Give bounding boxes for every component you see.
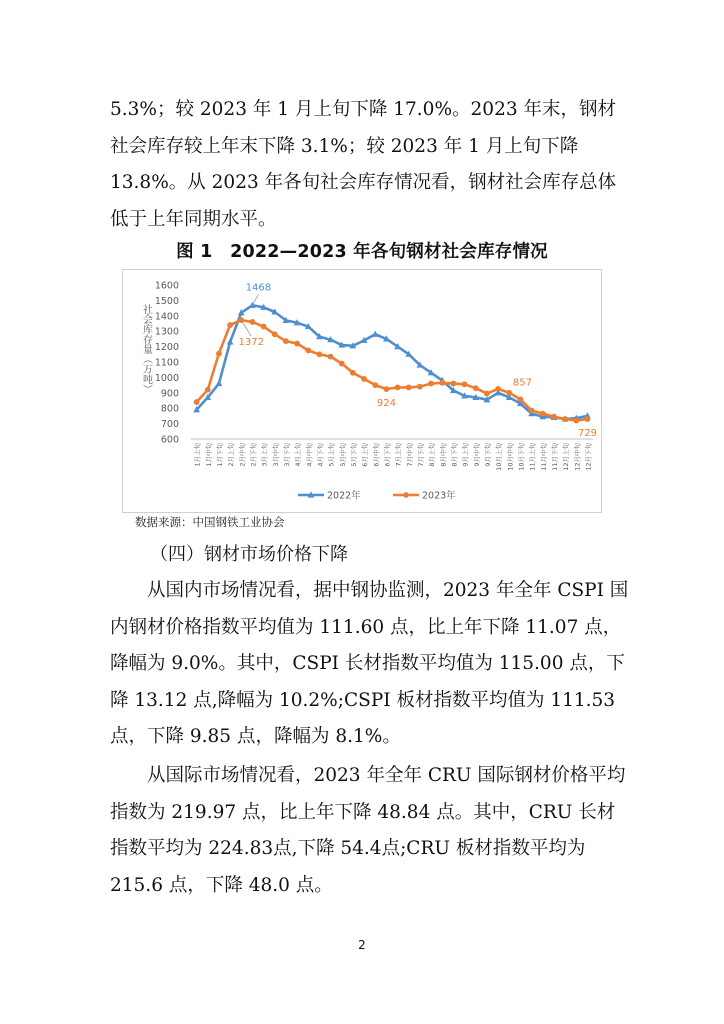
data-point-2023 bbox=[451, 381, 457, 387]
data-point-2023 bbox=[294, 341, 300, 347]
x-tick-label: 4月上旬 bbox=[294, 443, 303, 467]
page-number: 2 bbox=[358, 938, 366, 952]
legend-marker-2023 bbox=[403, 492, 409, 498]
x-tick-label: 12月上旬 bbox=[562, 443, 571, 471]
data-point-2023 bbox=[562, 416, 568, 422]
x-tick-label: 7月上旬 bbox=[394, 443, 403, 467]
data-label: 1372 bbox=[238, 337, 264, 349]
x-tick-label: 9月上旬 bbox=[461, 443, 470, 467]
data-point-2023 bbox=[227, 322, 233, 328]
x-tick-label: 10月下旬 bbox=[517, 443, 526, 471]
data-label: 924 bbox=[376, 398, 396, 410]
data-point-2023 bbox=[495, 386, 501, 392]
data-label: 729 bbox=[577, 428, 597, 440]
y-tick-label: 1000 bbox=[154, 372, 179, 384]
y-tick-label: 600 bbox=[160, 434, 179, 446]
x-tick-label: 11月下旬 bbox=[550, 443, 559, 471]
data-point-2022 bbox=[372, 331, 379, 337]
y-tick-label: 700 bbox=[160, 419, 179, 431]
data-point-2023 bbox=[551, 414, 557, 420]
international-market-paragraph: 从国际市场情况看，2023 年全年 CRU 国际钢材价格平均指数为 219.97 点，比上年下降 48.84 点。其中，CRU 长材指数平均为 224.83点,下降 54.4点;CRU 板材指数平均为 215.6 点，下降 48.0 点。 bbox=[110, 765, 626, 896]
y-tick-label: 1400 bbox=[154, 311, 179, 323]
data-point-2023 bbox=[350, 370, 356, 376]
y-tick-label: 800 bbox=[160, 403, 179, 415]
data-point-2023 bbox=[372, 382, 378, 388]
y-tick-label: 1200 bbox=[154, 342, 179, 354]
data-point-2023 bbox=[417, 384, 423, 390]
data-point-2023 bbox=[540, 411, 546, 417]
data-point-2023 bbox=[506, 390, 512, 396]
intro-paragraph: 5.3%；较 2023 年 1 月上旬下降 17.0%。2023 年末，钢材社会库存较上年末下降 3.1%；较 2023 年 1 月上旬下降 13.8%。从 2023 年各旬社会库存情况看，钢材社会库存总体低于上年同期水平。 bbox=[110, 99, 617, 230]
x-tick-label: 4月下旬 bbox=[316, 443, 325, 467]
data-point-2023 bbox=[462, 381, 468, 387]
y-tick-label: 1300 bbox=[154, 326, 179, 338]
x-tick-label: 12月下旬 bbox=[584, 443, 593, 471]
y-tick-label: 1600 bbox=[154, 280, 179, 292]
legend-label: 2023年 bbox=[422, 490, 456, 502]
x-tick-label: 5月下旬 bbox=[349, 443, 358, 467]
data-label: 1468 bbox=[245, 282, 272, 294]
data-point-2023 bbox=[250, 319, 256, 325]
y-tick-label: 1500 bbox=[154, 295, 179, 307]
x-tick-label: 5月上旬 bbox=[327, 443, 336, 467]
x-tick-label: 10月上旬 bbox=[495, 443, 504, 471]
x-tick-label: 9月下旬 bbox=[483, 443, 492, 467]
x-tick-label: 10月中旬 bbox=[506, 443, 515, 471]
figure-title: 图 1 2022—2023 年各旬钢材社会库存情况 bbox=[176, 242, 548, 262]
x-tick-label: 2月下旬 bbox=[249, 443, 258, 467]
data-point-2023 bbox=[573, 418, 579, 424]
data-point-2023 bbox=[283, 338, 289, 344]
data-point-2023 bbox=[473, 385, 479, 391]
x-tick-label: 9月中旬 bbox=[472, 443, 481, 467]
data-point-2023 bbox=[328, 354, 334, 360]
data-point-2023 bbox=[484, 391, 490, 397]
x-tick-label: 11月上旬 bbox=[528, 443, 537, 471]
data-point-2023 bbox=[361, 376, 367, 382]
figure-source: 数据来源：中国钢铁工业协会 bbox=[135, 515, 285, 529]
data-point-2023 bbox=[406, 385, 412, 391]
data-point-2023 bbox=[518, 397, 524, 403]
y-axis-label: 社会库存量（万吨） bbox=[140, 304, 152, 394]
x-tick-label: 8月上旬 bbox=[428, 443, 437, 467]
x-tick-label: 4月中旬 bbox=[305, 443, 314, 467]
x-tick-label: 8月中旬 bbox=[439, 443, 448, 467]
data-point-2023 bbox=[439, 380, 445, 386]
x-tick-label: 3月中旬 bbox=[271, 443, 280, 467]
x-tick-label: 6月中旬 bbox=[372, 443, 381, 467]
domestic-market-paragraph: 从国内市场情况看，据中钢协监测，2023 年全年 CSPI 国内钢材价格指数平均值为 111.60 点，比上年下降 11.07 点，降幅为 9.0%。其中，CSPI 长材指数平均值为 115.00 点，下降 13.12 点,降幅为 10.2%;CSPI 板材指数平均值为 111.53 点，下降 9.85 点，降幅为 8.1%。 bbox=[110, 580, 629, 747]
data-point-2023 bbox=[194, 399, 200, 405]
y-tick-label: 900 bbox=[160, 388, 179, 400]
x-tick-label: 2月中旬 bbox=[238, 443, 247, 467]
data-point-2023 bbox=[428, 381, 434, 387]
x-tick-label: 1月下旬 bbox=[215, 443, 224, 467]
data-point-2023 bbox=[529, 408, 535, 414]
inventory-chart bbox=[122, 269, 602, 513]
data-point-2023 bbox=[305, 348, 311, 354]
x-tick-label: 8月下旬 bbox=[450, 443, 459, 467]
data-point-2023 bbox=[585, 416, 591, 422]
data-point-2023 bbox=[205, 387, 211, 393]
data-point-2023 bbox=[339, 361, 345, 367]
data-point-2023 bbox=[317, 351, 323, 357]
data-point-2022 bbox=[216, 380, 223, 386]
inventory-line-chart bbox=[123, 270, 603, 514]
x-tick-label: 1月上旬 bbox=[193, 443, 202, 467]
data-point-2023 bbox=[216, 351, 222, 357]
annotation-leader-line bbox=[252, 294, 258, 305]
data-point-2023 bbox=[272, 331, 278, 337]
x-tick-label: 1月中旬 bbox=[204, 443, 213, 467]
section-heading: （四）钢材市场价格下降 bbox=[150, 544, 348, 565]
x-tick-label: 3月下旬 bbox=[282, 443, 291, 467]
data-point-2023 bbox=[384, 386, 390, 392]
x-tick-label: 2月上旬 bbox=[227, 443, 236, 467]
y-tick-label: 1100 bbox=[154, 357, 179, 369]
x-tick-label: 12月中旬 bbox=[573, 443, 582, 471]
data-label: 857 bbox=[512, 377, 532, 389]
x-tick-label: 7月下旬 bbox=[416, 443, 425, 467]
x-tick-label: 6月下旬 bbox=[383, 443, 392, 467]
data-point-2023 bbox=[395, 385, 401, 391]
x-tick-label: 11月中旬 bbox=[539, 443, 548, 471]
data-point-2023 bbox=[261, 324, 267, 330]
x-tick-label: 3月上旬 bbox=[260, 443, 269, 467]
legend-label: 2022年 bbox=[327, 490, 361, 502]
x-tick-label: 6月上旬 bbox=[361, 443, 370, 467]
x-tick-label: 7月中旬 bbox=[405, 443, 414, 467]
x-tick-label: 5月中旬 bbox=[338, 443, 347, 467]
